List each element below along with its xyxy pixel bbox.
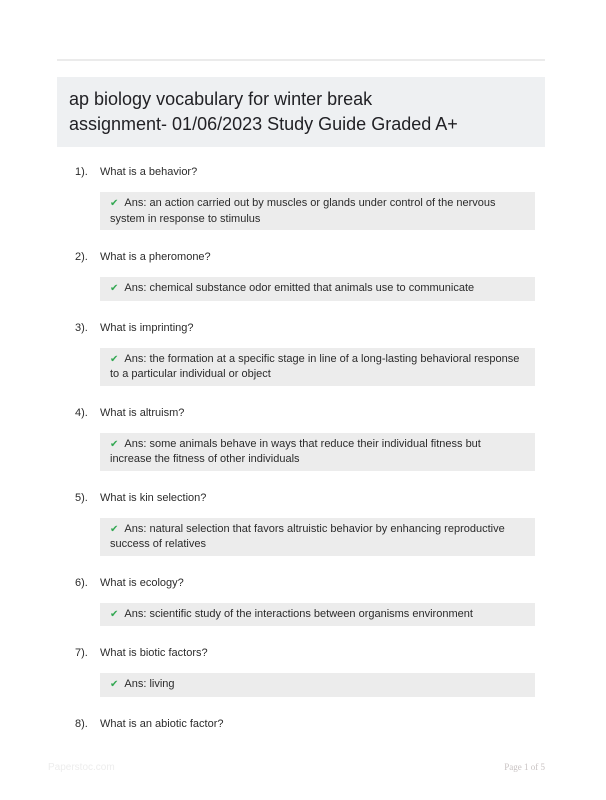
- checkmark-icon: ✔: [110, 679, 119, 690]
- question-list: [57, 165, 545, 732]
- question-row: [75, 646, 545, 661]
- checkmark-icon: ✔: [110, 523, 119, 535]
- answer-box: [100, 192, 535, 230]
- question-number: 6).: [75, 576, 88, 589]
- question-row: [75, 406, 545, 421]
- answer-text: Ans: natural selection that favors altruistic behavior by enhancing reproductive success of relatives: [110, 522, 505, 550]
- question-row: [75, 717, 545, 732]
- answer-box: [100, 433, 535, 471]
- answer-text: Ans: scientific study of the interactions between organisms environment: [124, 607, 473, 620]
- answer-text: Ans: an action carried out by muscles or glands under control of the nervous system in response to stimulus: [110, 197, 496, 225]
- answer-box: [100, 673, 535, 697]
- question-row: [75, 250, 545, 265]
- page-number: Page 1 of 5: [504, 762, 545, 772]
- question-text: What is imprinting?: [100, 321, 194, 334]
- question-row: [75, 576, 545, 591]
- checkmark-icon: ✔: [110, 283, 119, 294]
- question-text: What is biotic factors?: [100, 647, 208, 659]
- page-title-line2: assignment- 01/06/2023 Study Guide Graded A+: [69, 114, 458, 134]
- question-text: What is altruism?: [100, 406, 185, 419]
- answer-box: [100, 518, 535, 556]
- question-block: [57, 717, 545, 732]
- answer-box: [100, 603, 535, 627]
- question-text: What is a behavior?: [100, 166, 198, 178]
- question-number: 3).: [75, 321, 88, 334]
- question-block: [57, 646, 545, 697]
- checkmark-icon: ✔: [110, 198, 119, 209]
- question-number: 2).: [75, 251, 88, 263]
- answer-text: Ans: living: [124, 678, 175, 690]
- answer-box: [100, 348, 535, 386]
- question-text: What is kin selection?: [100, 491, 207, 504]
- question-block: [57, 250, 545, 301]
- question-number: 5).: [75, 491, 88, 504]
- answer-box: [100, 277, 535, 301]
- question-row: [75, 321, 545, 336]
- checkmark-icon: ✔: [110, 438, 119, 450]
- page-title: [57, 77, 545, 147]
- answer-text: Ans: some animals behave in ways that reduce their individual fitness but increase the fitness of other individuals: [110, 437, 481, 465]
- checkmark-icon: ✔: [110, 608, 119, 620]
- answer-text: Ans: the formation at a specific stage in line of a long-lasting behavioral response to a particular individual or object: [110, 352, 520, 380]
- question-block: [57, 165, 545, 230]
- question-block: [57, 491, 545, 556]
- question-row: [75, 165, 545, 180]
- page-title-line1: ap biology vocabulary for winter break: [69, 89, 373, 109]
- question-number: 1).: [75, 166, 88, 178]
- page-footer: [48, 762, 545, 773]
- answer-text: Ans: chemical substance odor emitted that animals use to communicate: [124, 282, 475, 294]
- checkmark-icon: ✔: [110, 353, 119, 365]
- question-block: [57, 406, 545, 471]
- question-number: 4).: [75, 406, 88, 419]
- question-block: [57, 321, 545, 386]
- question-text: What is ecology?: [100, 576, 184, 589]
- question-number: 7).: [75, 647, 88, 659]
- top-divider: [57, 59, 545, 61]
- watermark-text: Paperstoc.com: [48, 762, 115, 773]
- question-text: What is an abiotic factor?: [100, 717, 224, 730]
- question-block: [57, 576, 545, 627]
- question-text: What is a pheromone?: [100, 251, 211, 263]
- question-row: [75, 491, 545, 506]
- question-number: 8).: [75, 717, 88, 730]
